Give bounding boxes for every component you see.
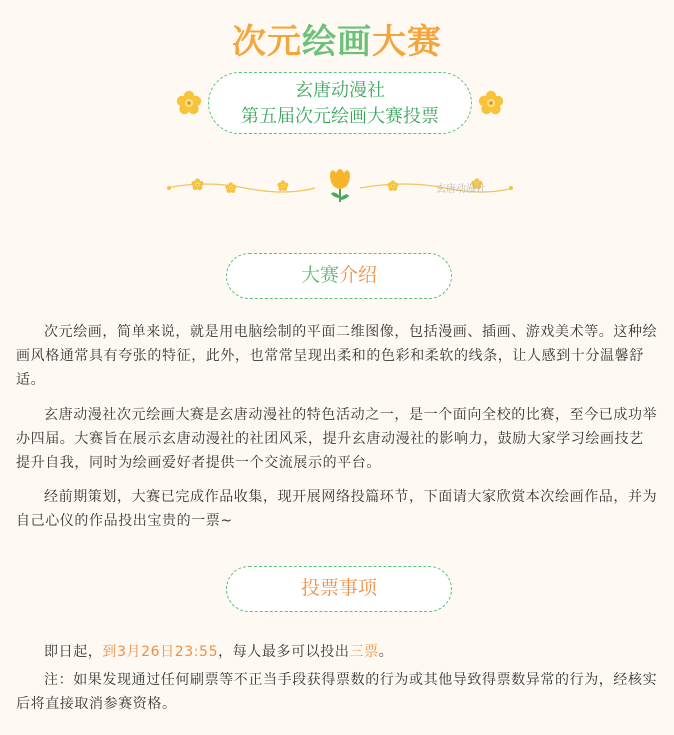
flower-icon — [478, 90, 504, 116]
voting-rule — [16, 640, 658, 664]
intro-paragraph-3: 经前期策划，大赛已完成作品收集，现开展网络投篇环节，下面请大家欣赏本次绘画作品，并为自己心仪的作品投出宝贵的一票~ — [16, 489, 658, 529]
intro-heading-part-2: 介绍 — [339, 264, 378, 286]
intro-paragraph-1: 次元绘画，简单来说，就是用电脑绘制的平面二维图像，包括漫画、插画、游戏美术等。这种绘画风格通常具有夸张的特征，此外，也常常呈现出柔和的色彩和柔软的线条，让人感到十分温馨舒适。 — [16, 324, 658, 388]
club-name: 玄唐动漫社 — [295, 80, 385, 101]
rule-prefix: 即日起， — [44, 644, 103, 660]
page-title — [0, 14, 674, 63]
intro-heading-part-1: 大赛 — [300, 264, 339, 286]
rule-deadline: 到3月26日23:55 — [102, 644, 219, 660]
section-heading-intro — [226, 253, 452, 299]
rule-votes: 三票 — [349, 644, 379, 660]
subtitle-banner — [208, 72, 472, 134]
title-part-3: 大赛 — [372, 22, 442, 62]
title-part-2: 绘画 — [302, 22, 372, 62]
voting-heading: 投票事项 — [300, 577, 377, 599]
voting-note: 注：如果发现通过任何刷票等不正当手段获得票数的行为或其他导致得票数异常的行为，经核实后将直接取消参赛资格。 — [16, 672, 658, 712]
intro-paragraph-2: 玄唐动漫社次元绘画大赛是玄唐动漫社的特色活动之一，是一个面向全校的比赛，至今已成功举办四届。大赛旨在展示玄唐动漫社的社团风采，提升玄唐动漫社的影响力，鼓励大家学习绘画技艺提升自我，同时为绘画爱好者提供一个交流展示的平台。 — [16, 407, 658, 471]
title-part-1: 次元 — [232, 22, 302, 62]
watermark: 玄唐动漫社 — [436, 184, 486, 195]
section-heading-voting — [226, 566, 452, 612]
flower-icon — [176, 90, 202, 116]
event-name: 第五届次元绘画大赛投票 — [241, 106, 439, 127]
rule-middle: ，每人最多可以投出 — [218, 644, 350, 660]
rule-suffix: 。 — [378, 644, 394, 660]
